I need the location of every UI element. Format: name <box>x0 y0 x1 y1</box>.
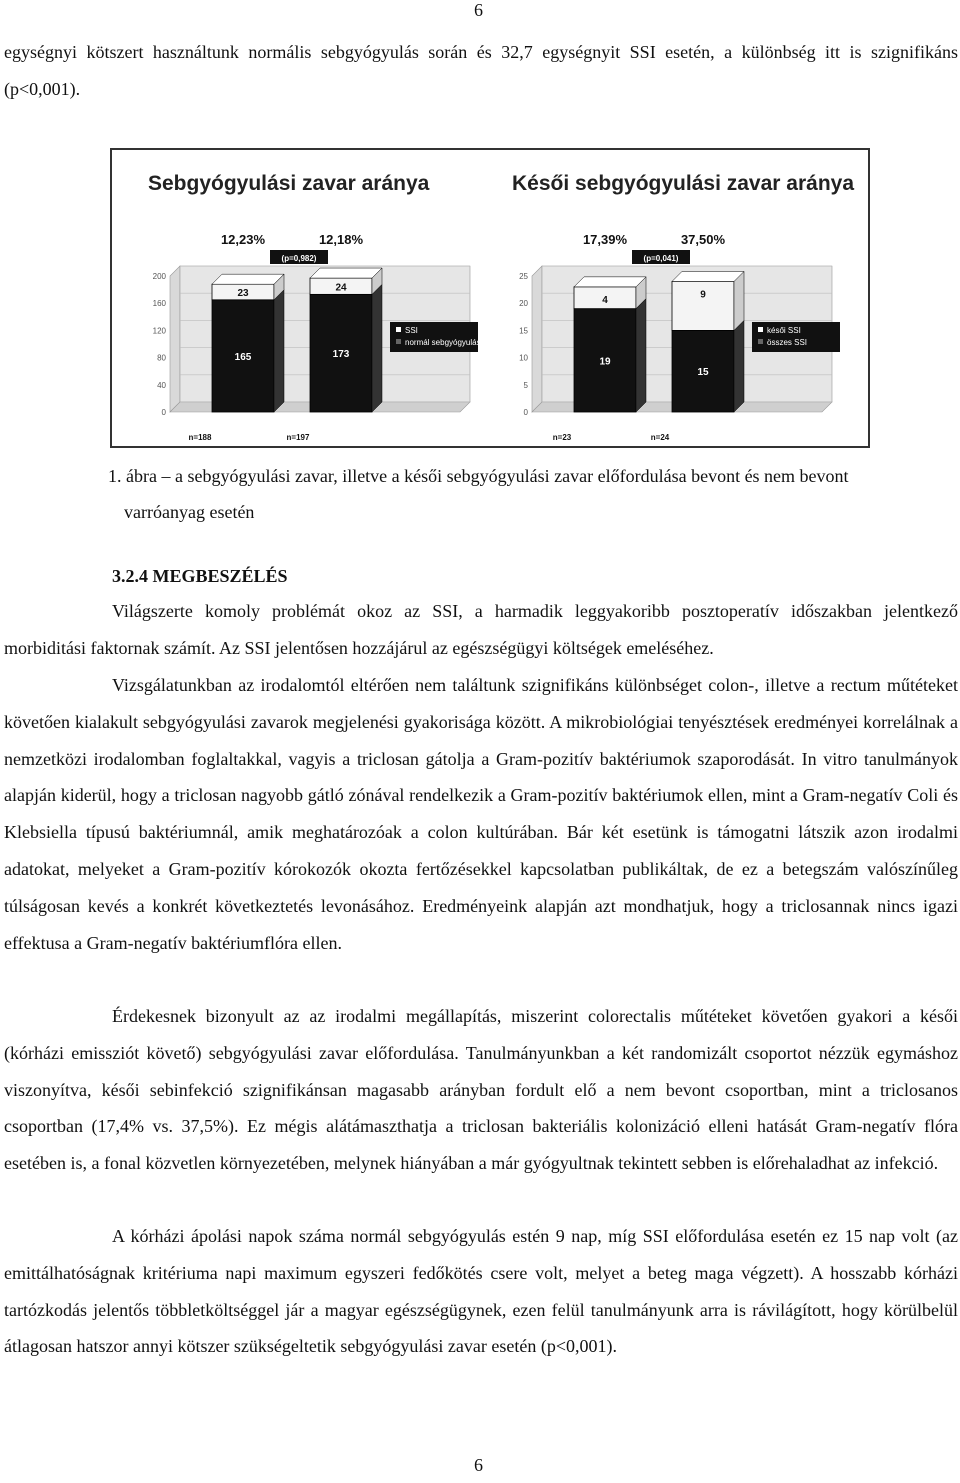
chart-1-title: Sebgyógyulási zavar aránya <box>148 172 430 195</box>
chart-2-side-wall <box>532 266 542 412</box>
chart-2-n-label-1: n=23 <box>552 433 572 442</box>
paragraph-3-text: Érdekesnek bizonyult az az irodalmi megállapítás, miszerint colorectalis műtéteket követően gyakori a késői (kórházi emissziót követő) sebgyógyulási zavar előfordulása. Tanulmányunkban a két randomizált csoportot nézzük egymáshoz viszonyítva, késői sebinfekció szignifikánsan magasabb arányban fordult elő a nem bevont csoportban, mint a triclosanos csoportban (17,4% vs. 37,5%). Ez mégis alátámaszthatja a triclosan bakteriális kolonizáció elleni hatását Gram-negatív flóra esetében is, a fonal közvetlen környezetében, melynek hiányában a már gyógyultnak tekintett sebben is előrehaladhat az infekció. <box>4 1006 958 1174</box>
paragraph-1-text: Világszerte komoly problémát okoz az SSI, a harmadik leggyakoribb posztoperatív időszakban jelentkező morbiditási faktornak számít. Az SSI jelentősen hozzájárul az egészségügyi költségek emeléséhez. <box>4 601 958 658</box>
chart-1-bar-1-top-value: 23 <box>237 287 249 299</box>
chart-1-percent-label-1: 12,23% <box>220 232 266 247</box>
chart-2-bar-2-top-value: 9 <box>700 289 706 301</box>
chart-2-legend-label-1: késői SSI <box>767 326 801 335</box>
chart-1-side-wall <box>170 266 180 412</box>
chart-2-percent-label-1: 17,39% <box>582 232 628 247</box>
chart-2-n-label-2: n=24 <box>650 433 670 442</box>
paragraph-4 <box>4 1218 958 1365</box>
chart-1-bar-2-side <box>372 284 382 412</box>
paragraph-4-text: A kórházi ápolási napok száma normál sebgyógyulás estén 9 nap, míg SSI előfordulása esetén ez 15 nap volt (az emittálhatóságnak kritériuma napi maximum egyszeri fedőkötés csere volt, melyet a beteg maga végzett). A hosszabb kórházi tartózkodás jelentős többletköltséggel jár a magyar egészségügynek, ezen felül tanulmányunk arra is rávilágított, hogy körülbelül átlagosan hatszor annyi kötszer szükségeltetik sebgyógyulási zavar esetén (p<0,001). <box>4 1226 958 1357</box>
chart-1-bar-2-cap <box>310 268 382 278</box>
paragraph-1 <box>4 593 958 667</box>
chart-2-ytick-label: 0 <box>523 408 528 417</box>
chart-2-ytick-label: 10 <box>519 353 528 363</box>
chart-2-bar-2-cap <box>672 271 744 281</box>
figure-caption-line2: varróanyag esetén <box>124 502 255 522</box>
figure-charts <box>110 148 870 448</box>
chart-1-bar-2-top-value: 24 <box>335 282 347 294</box>
chart-1-legend-swatch-1 <box>396 327 401 332</box>
chart-1-legend-label-1: SSI <box>405 326 418 335</box>
chart-2-ytick-label: 15 <box>519 326 528 336</box>
chart-2-bar-1-side <box>636 299 646 412</box>
chart-2-legend-swatch-2 <box>758 339 763 344</box>
figure-caption-line1: 1. ábra – a sebgyógyulási zavar, illetve a késői sebgyógyulási zavar előfordulása bevont és nem bevont <box>108 466 849 486</box>
paragraph-2-text: Vizsgálatunkban az irodalomtól eltérően nem találtunk szignifikáns különbséget colon-, illetve a rectum műtéteket követően kialakult sebgyógyulási zavarok megjelenési gyakorisága között. A mikrobiológiai tenyésztések eredményei korrelálnak a nemzetközi irodalomban foglaltakkal, vagyis a triclosan gátolja a Gram-pozitív baktériumok szaporodását. In vitro tanulmányok alapján kiderül, hogy a triclosan nagyobb gátló zónával rendelkezik a Gram-pozitív baktériumok ellen, mint a Gram-negatív Coli és Klebsiella típusú baktériumnál, amik meghatározóak a colon kultúrában. Bár két esetünk is támogatni látszik azon irodalmi adatokat, melyeket a Gram-pozitív kórokozók okozta fertőzésekkel kapcsolatban publikáltak, de ez a betegszám valószínűleg túlságosan kevés a konkrét következtetés levonásához. Eredményeink alapján azt mondhatjuk, hogy a triclosannak nincs igazi effektusa a Gram-negatív baktériumflóra ellen. <box>4 675 958 953</box>
chart-1-ytick-label: 160 <box>152 299 166 309</box>
chart-1-legend-swatch-2 <box>396 339 401 344</box>
chart-1-ytick-label: 80 <box>157 353 166 363</box>
chart-2-bar-2-side <box>734 320 744 412</box>
chart-1-n-label-2: n=197 <box>286 433 310 442</box>
chart-1-legend-label-2: normál sebgyógyulás <box>405 338 481 347</box>
chart-1-ytick-label: 200 <box>152 272 166 281</box>
chart-2-bar-1-cap <box>574 277 646 287</box>
paragraph-3 <box>4 998 958 1182</box>
chart-2-ytick-label: 5 <box>523 380 528 390</box>
chart-1-ytick-label: 120 <box>152 326 166 336</box>
section-heading: 3.2.4 MEGBESZÉLÉS <box>112 566 288 586</box>
figure-caption <box>108 458 958 530</box>
chart-2-percent-label-2: 37,50% <box>680 232 726 247</box>
chart-2-title: Késői sebgyógyulási zavar aránya <box>512 172 854 195</box>
chart-1-n-label-1: n=188 <box>188 433 212 442</box>
chart-1-legend-box <box>390 322 478 352</box>
chart-1-p-value-label: (p=0,982) <box>281 254 317 263</box>
chart-2-ytick-label: 20 <box>519 299 528 309</box>
chart-2-bar-2-bottom-value: 15 <box>697 367 709 379</box>
chart-1-bar-1-bottom-value: 165 <box>234 351 252 363</box>
chart-2-bar-1-bottom-value: 19 <box>599 356 611 368</box>
chart-2-legend-swatch-1 <box>758 327 763 332</box>
chart-2-p-value-label: (p=0,041) <box>643 254 679 263</box>
intro-text: egységnyi kötszert használtunk normális sebgyógyulás során és 32,7 egységnyit SSI esetén, a különbség itt is szignifikáns (p<0,001). <box>4 42 958 99</box>
chart-2-ytick-label: 25 <box>519 272 528 281</box>
chart-1-bar-2-bottom-value: 173 <box>332 349 350 361</box>
paragraph-2 <box>4 667 958 961</box>
page-number-top: 6 <box>474 0 483 20</box>
chart-1-bar-1-cap <box>212 274 284 284</box>
chart-1-ytick-label: 40 <box>157 380 166 390</box>
chart-2-bar-1-top-value: 4 <box>602 294 608 306</box>
chart-2-legend-label-2: összes SSI <box>767 338 808 347</box>
bar-charts-svg <box>112 150 868 446</box>
chart-1-bar-1-side <box>274 290 284 412</box>
page-number-bottom: 6 <box>474 1455 483 1475</box>
chart-1-ytick-label: 0 <box>161 408 166 417</box>
chart-1-percent-label-2: 12,18% <box>318 232 364 247</box>
